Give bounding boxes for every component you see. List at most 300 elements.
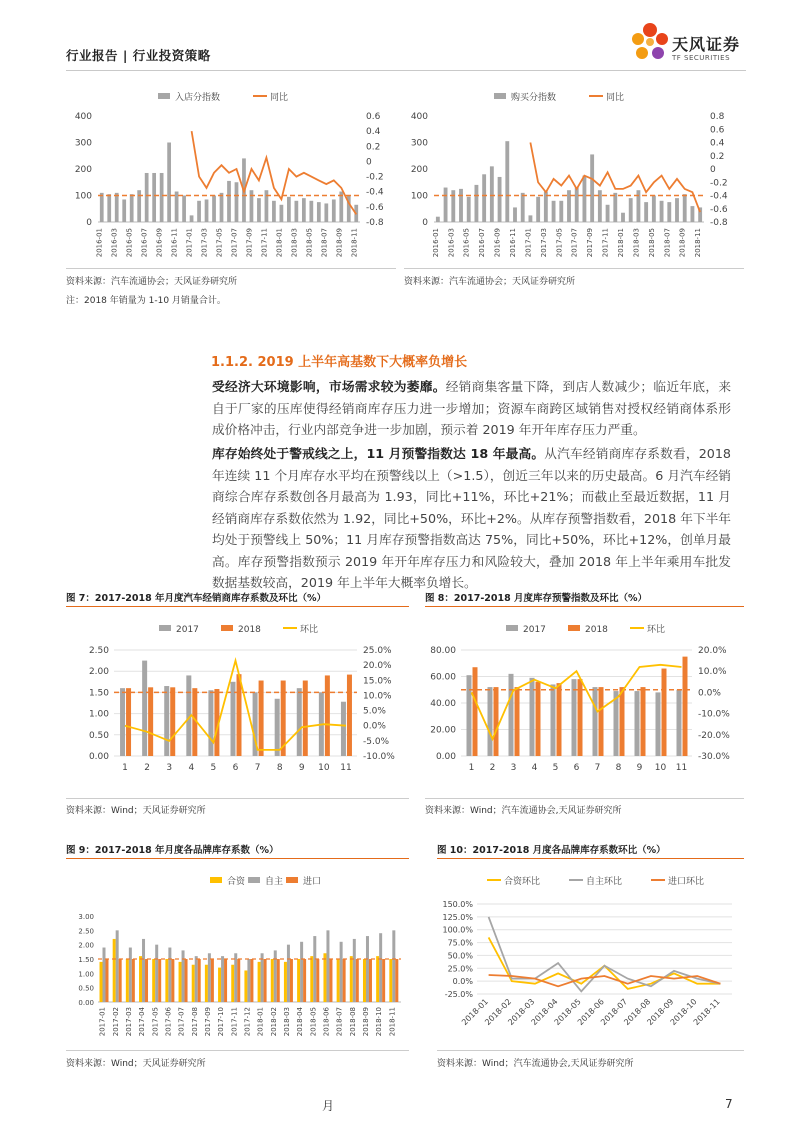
bar	[660, 201, 664, 222]
x-tick: 2018-07	[335, 1007, 344, 1037]
y-right-tick: 0.2	[366, 142, 381, 153]
y-left-tick: 80.00	[430, 646, 456, 656]
bar	[498, 177, 502, 222]
source-note: 资料来源：Wind；天风证券研究所	[66, 1059, 206, 1069]
x-tick: 11	[340, 763, 352, 773]
y-left-tick: 400	[410, 112, 428, 122]
x-tick: 11	[675, 763, 688, 773]
chart-brand-inventory-mom	[437, 864, 744, 1044]
y-left-tick: 2.50	[88, 646, 109, 656]
bar-jv	[297, 959, 300, 1002]
bar	[683, 194, 687, 222]
x-tick: 2016-05	[125, 228, 134, 258]
bar	[122, 199, 126, 222]
bar-import	[395, 959, 398, 1002]
x-tick: 2018-07	[663, 228, 672, 258]
y-left-tick: 125.0%	[442, 912, 473, 922]
bar-2017	[488, 687, 493, 756]
x-tick: 9	[636, 763, 643, 773]
figure-7-title: 图 7：2017-2018 年月度汽车经销商库存系数及环比（%）	[66, 593, 327, 604]
x-tick: 3	[510, 763, 517, 773]
y-left-tick: 0.00	[435, 752, 456, 762]
bar	[505, 141, 509, 222]
bar-jv	[165, 959, 168, 1002]
bar-2018	[599, 687, 604, 756]
y-left-tick: 2.00	[78, 941, 94, 950]
x-tick: 2018-11	[694, 228, 703, 258]
bar	[667, 202, 671, 222]
bar	[115, 193, 119, 222]
logo-english: TF SECURITIES	[672, 54, 731, 62]
bar-import	[316, 959, 319, 1002]
x-tick: 10	[318, 763, 330, 773]
bar-jv	[258, 962, 261, 1002]
bar-import	[250, 959, 253, 1002]
bar-domestic	[247, 959, 250, 1002]
bar	[235, 182, 239, 222]
x-tick: 2018-10	[668, 997, 699, 1028]
y-right-tick: 0	[710, 165, 716, 175]
x-tick: 2018-03	[283, 1007, 292, 1037]
x-tick: 2	[489, 763, 496, 773]
bar	[621, 213, 625, 222]
bar	[575, 188, 579, 222]
domestic-mom-line	[489, 917, 721, 992]
y-right-tick: 5.0%	[363, 706, 386, 717]
source-divider	[66, 798, 409, 799]
bar-domestic	[234, 953, 237, 1002]
bar-2017	[614, 691, 619, 756]
bar	[536, 197, 540, 222]
x-tick: 2018-05	[552, 997, 583, 1028]
y-right-tick: 0.0%	[363, 721, 386, 732]
x-tick: 2017-07	[177, 1007, 186, 1037]
bar	[583, 176, 587, 222]
bar-2017	[635, 691, 640, 756]
y-left-tick: 1.00	[88, 709, 109, 720]
legend-label: 合资环比	[504, 877, 541, 887]
x-tick: 2017-11	[601, 228, 610, 258]
y-left-tick: 1.50	[78, 956, 94, 964]
x-tick: 4	[531, 763, 538, 773]
bar	[107, 194, 111, 222]
y-right-tick: 20.0%	[363, 661, 392, 672]
x-tick: 2018-04	[296, 1007, 305, 1037]
bar	[644, 202, 648, 222]
y-left-tick: 40.00	[430, 699, 456, 709]
x-tick: 2017-09	[203, 1007, 212, 1037]
x-tick: 8	[276, 763, 283, 773]
page-number: 7	[725, 1097, 733, 1111]
bar-jv	[244, 970, 247, 1002]
y-right-tick: -0.2	[710, 178, 728, 189]
y-right-tick: 0.8	[710, 112, 725, 122]
x-tick: 2017-09	[586, 228, 595, 258]
y-right-tick: 15.0%	[363, 676, 392, 687]
x-tick: 2017-05	[555, 228, 564, 258]
figure-9-title: 图 9：2017-2018 年月度各品牌库存系数（%）	[66, 845, 279, 856]
bar-import	[382, 959, 385, 1002]
y-right-tick: -30.0%	[698, 752, 730, 762]
y-left-tick: 300	[410, 138, 428, 149]
bar	[675, 198, 679, 222]
legend-label: 2017	[523, 625, 546, 635]
source-note: 资料来源：汽车流通协会；天风证券研究所	[66, 277, 238, 287]
x-tick: 2017-03	[124, 1007, 133, 1037]
y-left-tick: 2.50	[78, 927, 94, 936]
footer-mark: 月	[322, 1099, 335, 1113]
y-left-tick: 200	[410, 165, 428, 175]
x-tick: 2017-10	[217, 1007, 226, 1037]
bar	[691, 206, 695, 222]
y-left-tick: 0	[422, 218, 428, 228]
bar-import	[224, 959, 227, 1002]
x-tick: 2017-01	[524, 228, 533, 258]
legend-label: 环比	[300, 625, 319, 635]
bar	[160, 173, 164, 222]
bar-domestic	[313, 936, 316, 1002]
x-tick: 2018-03	[506, 997, 537, 1028]
x-tick: 2017-08	[190, 1007, 199, 1037]
legend-swatch	[506, 625, 518, 631]
bar-2018	[347, 675, 352, 756]
y-right-tick: -0.4	[710, 191, 728, 202]
bar-jv	[350, 956, 353, 1002]
bar	[302, 198, 306, 222]
header-rule	[66, 70, 746, 71]
bar	[205, 199, 209, 222]
y-right-tick: -20.0%	[698, 730, 730, 741]
legend-swatch	[158, 93, 170, 99]
figure-rule	[66, 606, 409, 607]
bar-jv	[152, 959, 155, 1002]
bar-jv	[192, 965, 195, 1002]
legend-swatch	[248, 877, 260, 883]
y-left-tick: 1.50	[88, 688, 109, 699]
x-tick: 2017-07	[230, 228, 239, 258]
bar-2017	[341, 702, 346, 756]
bar-domestic	[142, 939, 145, 1002]
legend-swatch	[568, 625, 580, 631]
bar	[552, 201, 556, 222]
bar-2017	[164, 686, 169, 756]
bar-2018	[641, 687, 646, 756]
legend-swatch	[210, 877, 222, 883]
bar-2018	[494, 687, 499, 756]
bar-2018	[515, 687, 520, 756]
legend-label: 同比	[606, 93, 625, 103]
figure-rule	[437, 858, 744, 859]
x-tick: 2017-05	[151, 1007, 160, 1037]
legend-label: 同比	[270, 93, 289, 103]
bar-domestic	[116, 930, 119, 1002]
x-tick: 2016-09	[155, 228, 164, 258]
report-header-title: 行业报告 | 行业投资策略	[66, 48, 211, 63]
bar	[475, 185, 479, 222]
bar	[513, 207, 517, 222]
y-right-tick: 0.0%	[698, 688, 721, 699]
bar-domestic	[287, 945, 290, 1002]
bar	[145, 173, 149, 222]
y-left-tick: 100.0%	[442, 925, 473, 935]
bar-domestic	[353, 939, 356, 1002]
y-right-tick: 10.0%	[698, 667, 727, 678]
bar-jv	[205, 965, 208, 1002]
chart-purchase-index	[404, 84, 744, 262]
bar-2017	[467, 675, 472, 756]
y-left-tick: 75.0%	[447, 938, 473, 948]
bar-domestic	[103, 948, 106, 1002]
y-right-tick: -10.0%	[698, 709, 730, 720]
x-tick: 5	[552, 763, 559, 773]
x-tick: 2017-06	[164, 1007, 173, 1037]
bar-import	[132, 959, 135, 1002]
x-tick: 2017-11	[260, 228, 269, 258]
section-heading: 1.1.2. 2019 上半年高基数下大概率负增长	[211, 355, 468, 370]
x-tick: 2018-09	[645, 997, 676, 1028]
bar-jv	[139, 956, 142, 1002]
y-left-tick: 60.00	[430, 672, 456, 683]
bar-domestic	[300, 942, 303, 1002]
x-tick: 2017-03	[539, 228, 548, 258]
bar-import	[290, 959, 293, 1002]
bar-2018	[325, 675, 330, 756]
source-note: 资料来源：汽车流通协会；天风证券研究所	[404, 277, 576, 287]
x-tick: 2018-11	[691, 997, 722, 1028]
bar-import	[185, 959, 188, 1002]
x-tick: 2018-06	[322, 1007, 331, 1037]
y-left-tick: 0.00	[88, 752, 109, 762]
bar-2017	[142, 661, 147, 756]
y-left-tick: 0.00	[78, 999, 94, 1007]
bar-import	[211, 959, 214, 1002]
x-tick: 2016-07	[478, 228, 487, 258]
bar	[629, 198, 633, 222]
y-left-tick: -25.0%	[444, 990, 473, 999]
bar-2017	[297, 688, 302, 756]
bar-domestic	[274, 950, 277, 1002]
y-left-tick: 100	[410, 191, 428, 202]
bar	[482, 174, 486, 222]
paragraph-1-lead: 受经济大环境影响，市场需求较为萎靡。	[212, 379, 446, 394]
bar-jv	[337, 959, 340, 1002]
x-tick: 2016-01	[95, 228, 104, 258]
y-left-tick: 50.0%	[447, 951, 473, 961]
bar	[130, 194, 134, 222]
paragraph-1-body: 经销商集客量下降，到店人数减少；临近年底，来自于厂家的压库使得经销商库存压力进一步增加；资源车商跨区域销售对授权经销商体系形成价格冲击，行业内部竞争进一步加剧，预示着 2019 年开年库存压力严重。	[212, 379, 732, 437]
bar	[197, 201, 201, 222]
bar-2018	[237, 674, 242, 756]
bar-2018	[683, 657, 688, 756]
bar-2018	[126, 688, 131, 756]
bar-import	[145, 959, 148, 1002]
bar	[272, 201, 276, 222]
x-tick: 6	[232, 763, 239, 773]
bar	[436, 217, 440, 222]
bar-jv	[218, 968, 221, 1002]
bar	[175, 192, 179, 222]
x-tick: 2018-03	[632, 228, 641, 258]
paragraph-1	[212, 376, 731, 441]
chart-brand-inventory	[66, 864, 409, 1044]
bar	[309, 201, 313, 222]
figure-rule	[425, 606, 744, 607]
source-divider	[66, 1050, 409, 1051]
bar	[559, 201, 563, 222]
bar	[295, 201, 299, 222]
y-left-tick: 0.50	[88, 730, 109, 741]
x-tick: 2016-03	[447, 228, 456, 258]
y-right-tick: 20.0%	[698, 646, 727, 656]
bar-2017	[677, 690, 682, 756]
paragraph-2-lead: 库存始终处于警戒线之上，11 月预警指数达 18 年最高。	[212, 446, 545, 461]
x-tick: 6	[573, 763, 580, 773]
bar	[459, 189, 463, 222]
chart-inventory-warning	[425, 612, 744, 794]
bar-import	[369, 959, 372, 1002]
x-tick: 1	[468, 763, 475, 773]
bar	[257, 198, 261, 222]
y-right-tick: 0.2	[710, 151, 725, 162]
y-right-tick: -0.6	[366, 202, 384, 213]
x-tick: 2018-11	[388, 1007, 397, 1037]
y-left-tick: 150.0%	[442, 900, 473, 909]
x-tick: 8	[615, 763, 622, 773]
legend-label: 2018	[585, 625, 608, 635]
x-tick: 2018-07	[320, 228, 329, 258]
bar-2018	[170, 687, 175, 756]
x-tick: 2	[144, 763, 151, 773]
x-tick: 3	[166, 763, 173, 773]
bar	[529, 215, 533, 222]
x-tick: 2018-11	[350, 228, 359, 258]
bar-domestic	[326, 930, 329, 1002]
legend-swatch	[159, 625, 171, 631]
y-left-tick: 20.00	[430, 725, 456, 736]
bar-2018	[148, 687, 153, 756]
x-tick: 1	[122, 763, 128, 773]
bar-jv	[271, 959, 274, 1002]
bar-jv	[231, 965, 234, 1002]
bar	[324, 203, 328, 222]
y-left-tick: 3.00	[78, 913, 94, 921]
source-divider	[425, 798, 744, 799]
y-right-tick: -0.8	[366, 218, 384, 228]
bar	[521, 193, 525, 222]
x-tick: 2017-04	[138, 1007, 147, 1037]
x-tick: 2016-07	[140, 228, 149, 258]
bar-import	[106, 959, 109, 1002]
source-divider	[66, 268, 396, 269]
bar-domestic	[366, 936, 369, 1002]
x-tick: 2017-11	[230, 1007, 239, 1037]
bar-2017	[656, 692, 661, 756]
x-tick: 2018-03	[290, 228, 299, 258]
y-right-tick: -0.4	[366, 187, 384, 198]
y-left-tick: 1.00	[78, 970, 94, 979]
bar	[280, 205, 284, 222]
x-tick: 2017-03	[200, 228, 209, 258]
x-tick: 2016-05	[462, 228, 471, 258]
source-divider	[404, 268, 744, 269]
y-left-tick: 25.0%	[447, 964, 473, 974]
y-left-tick: 0.50	[78, 984, 94, 993]
x-tick: 7	[594, 763, 601, 773]
x-tick: 2018-01	[617, 228, 625, 258]
figure-10-title: 图 10：2017-2018 月度各品牌库存系数环比（%）	[437, 845, 666, 856]
x-tick: 2018-08	[348, 1007, 357, 1037]
bar-import	[158, 959, 161, 1002]
x-tick: 2017-02	[111, 1007, 120, 1037]
x-tick: 2018-10	[375, 1007, 384, 1037]
x-tick: 7	[254, 763, 261, 773]
x-tick: 2016-03	[110, 228, 119, 258]
x-tick: 2017-12	[243, 1007, 252, 1037]
chart-dealer-inventory	[66, 612, 409, 794]
x-tick: 2018-01	[459, 997, 491, 1028]
legend-label: 自主	[265, 877, 284, 887]
y-left-tick: 400	[74, 112, 92, 122]
bar-2017	[572, 679, 577, 756]
bar-domestic	[392, 930, 395, 1002]
bar-jv	[310, 956, 313, 1002]
bar-2018	[557, 683, 562, 756]
bar	[590, 154, 594, 222]
source-divider	[437, 1050, 744, 1051]
bar	[182, 196, 186, 223]
bar-2018	[662, 669, 667, 756]
bar	[152, 173, 156, 222]
x-tick: 2018-09	[335, 228, 344, 258]
y-left-tick: 0	[86, 218, 92, 228]
bar	[212, 196, 216, 223]
x-tick: 2017-05	[215, 228, 224, 258]
bar	[227, 181, 231, 222]
paragraph-2	[212, 443, 731, 594]
bar-2017	[551, 684, 556, 756]
bar	[606, 205, 610, 222]
x-tick: 2018-01	[275, 228, 284, 258]
y-right-tick: 0.6	[710, 125, 725, 136]
bar-import	[198, 959, 201, 1002]
bar-jv	[363, 959, 366, 1002]
x-tick: 2016-11	[170, 228, 179, 258]
bar-import	[171, 959, 174, 1002]
bar-jv	[284, 962, 287, 1002]
x-tick: 2017-01	[98, 1007, 107, 1037]
bar-import	[237, 959, 240, 1002]
y-right-tick: 0.4	[710, 138, 725, 149]
bar	[467, 197, 471, 222]
legend-swatch	[494, 93, 506, 99]
bar-domestic	[208, 953, 211, 1002]
legend-label: 进口	[303, 877, 322, 887]
legend-label: 购买分指数	[511, 93, 557, 103]
x-tick: 5	[210, 763, 217, 773]
x-tick: 2016-11	[509, 228, 517, 258]
legend-label: 自主环比	[586, 877, 623, 887]
x-tick: 2017-01	[185, 228, 194, 258]
bar	[220, 193, 224, 222]
x-tick: 10	[654, 763, 667, 773]
figure-8-title: 图 8：2017-2018 月度库存预警指数及环比（%）	[425, 593, 648, 604]
bar	[652, 196, 656, 223]
x-tick: 2018-05	[309, 1007, 318, 1037]
bar	[287, 197, 291, 222]
bar-2018	[473, 667, 478, 756]
y-right-tick: 0.4	[366, 127, 381, 138]
bar-jv	[389, 959, 392, 1002]
